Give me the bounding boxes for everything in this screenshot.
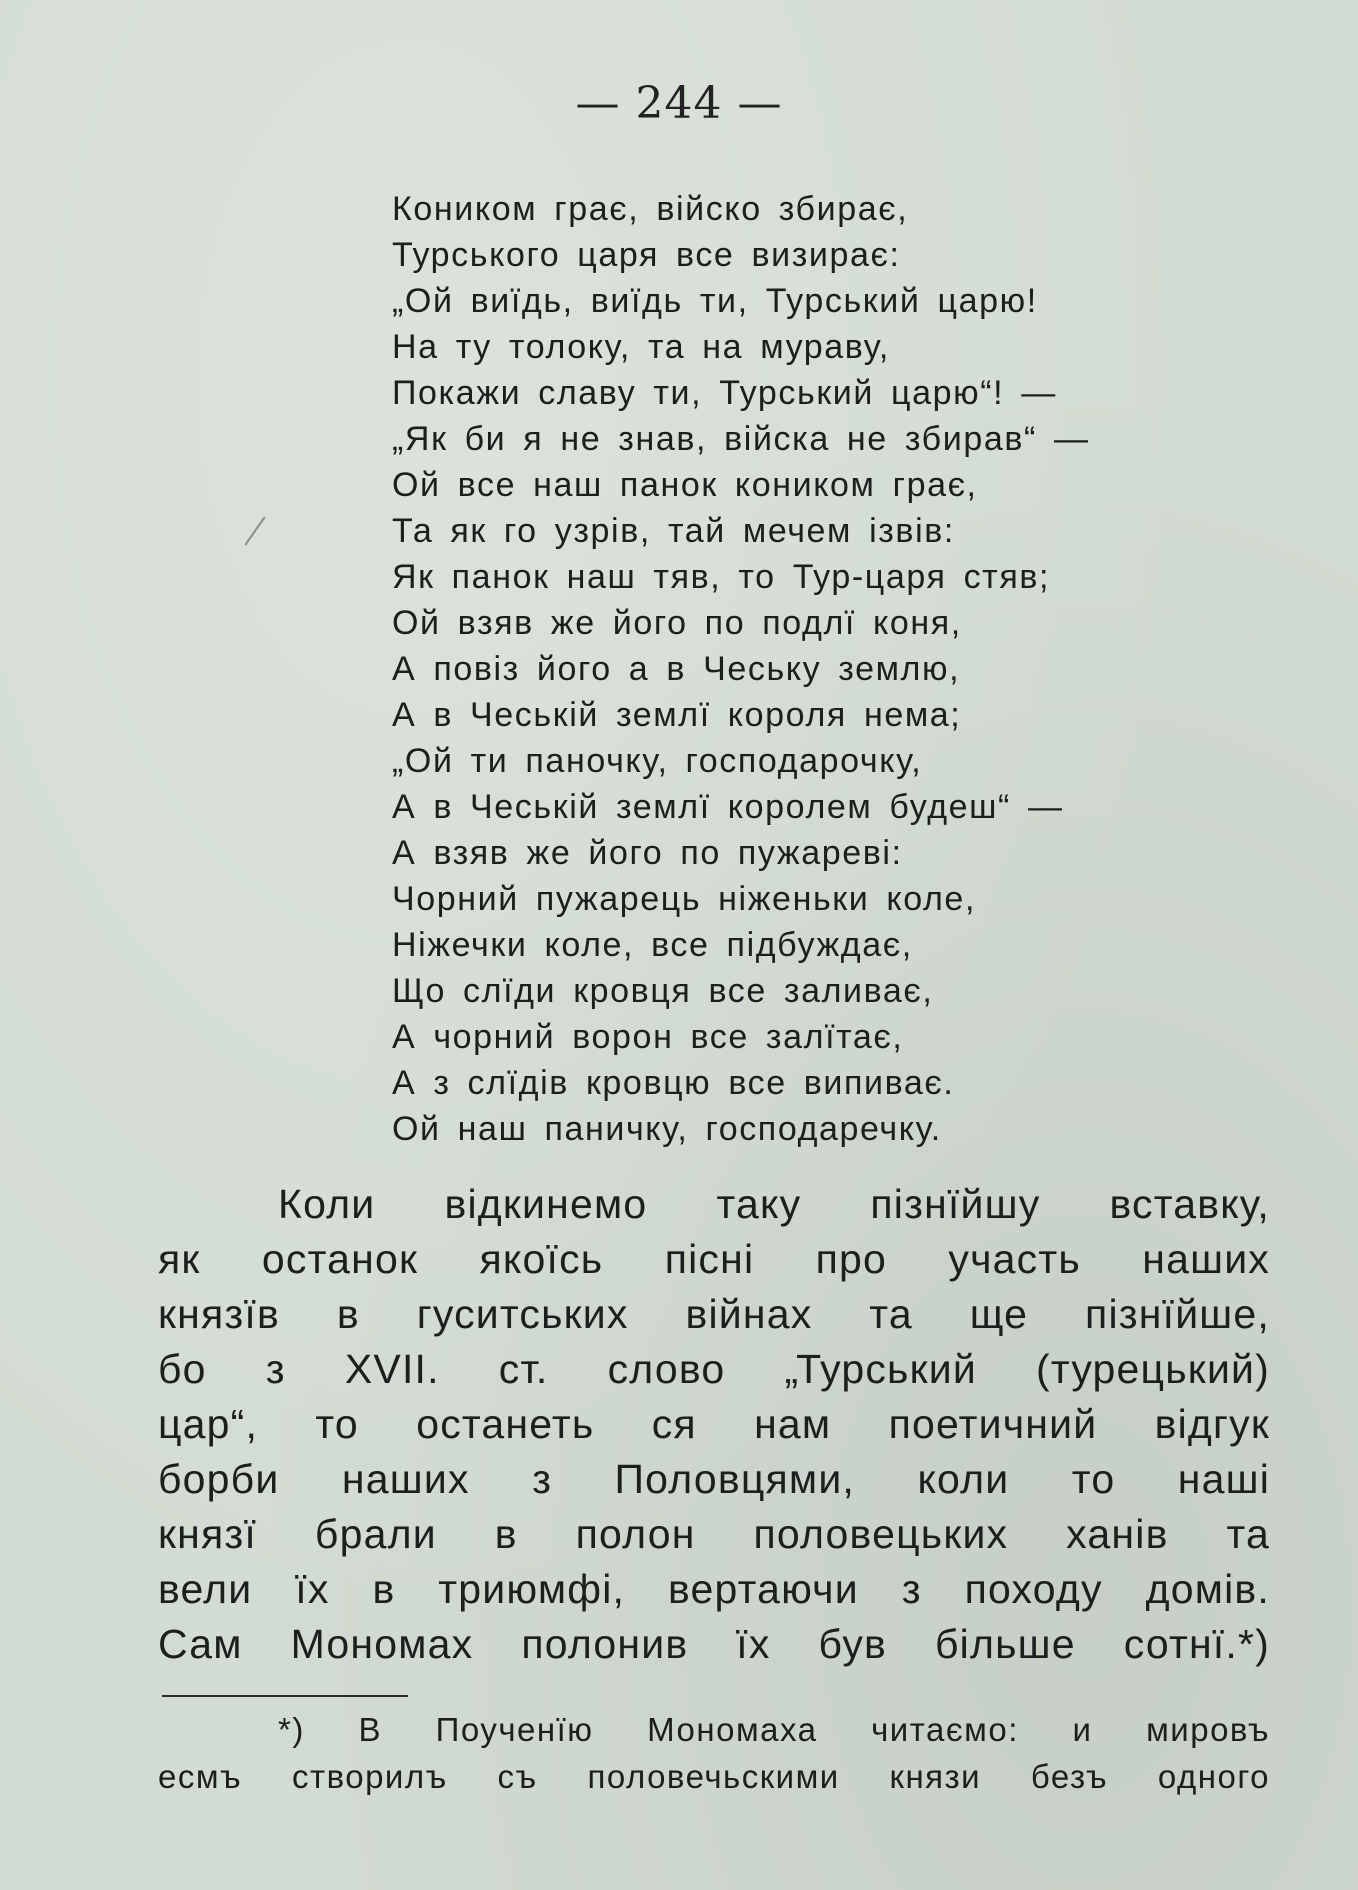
poem-line: А чорний ворон все залїтає, [392, 1018, 904, 1056]
prose-line: князїв в гуситських війнах та ще пізнїйше, [158, 1291, 1270, 1337]
footnote-line: *) В Поученїю Мономаха читаємо: и мировъ [278, 1711, 1270, 1748]
poem-line: „Ой ти паночку, господарочку, [392, 742, 923, 780]
poem-line: Що слїди кровця все заливає, [392, 972, 934, 1010]
poem-line: Коником грає, війско збирає, [392, 190, 909, 228]
prose-line: цар“, то останеть ся нам поетичний відгук [158, 1401, 1270, 1447]
poem-line: „Як би я не знав, війска не збирав“ — [392, 420, 1090, 458]
poem-line: А в Чеській землї короля нема; [392, 696, 962, 734]
prose-line: вели їх в триюмфі, вертаючи з походу домів. [158, 1566, 1270, 1612]
prose-line: як останок якоїсь пісні про участь наших [158, 1236, 1270, 1282]
poem-line: Ніжечки коле, все підбуждає, [392, 926, 913, 964]
poem-line: Ой все наш панок коником грає, [392, 466, 978, 504]
poem-line: Покажи славу ти, Турський царю“! — [392, 374, 1057, 412]
poem-line: А взяв же його по пужареві: [392, 834, 903, 872]
poem-line: А з слїдів кровцю все випиває. [392, 1064, 955, 1102]
poem-line: „Ой виїдь, виїдь ти, Турський царю! [392, 282, 1038, 320]
prose-line: князї брали в полон половецьких ханів та [158, 1511, 1270, 1557]
footnote-divider [162, 1695, 408, 1697]
prose-paragraph [158, 1177, 1270, 1672]
poem-line: Чорний пужарець ніженьки коле, [392, 880, 976, 918]
footnote [158, 1706, 1270, 1800]
poem-line: Турського царя все визирає: [392, 236, 901, 274]
poem-line: Як панок наш тяв, то Тур-царя стяв; [392, 558, 1051, 596]
poem-line: Ой наш паничку, господаречку. [392, 1110, 942, 1148]
footnote-line: есмъ створилъ съ половечьскими князи безъ одного [158, 1758, 1270, 1795]
poem-line: Та як го узрів, тай мечем ізвів: [392, 512, 955, 550]
page-number: — 244 — [575, 78, 783, 129]
poem-line: На ту толоку, та на мураву, [392, 328, 890, 366]
poem-line: А повіз його а в Чеську землю, [392, 650, 961, 688]
prose-line: борби наших з Половцями, коли то наші [158, 1456, 1270, 1502]
prose-line: Сам Мономах полонив їх був більше сотнї.*) [158, 1621, 1270, 1667]
poem-block [392, 186, 1252, 1152]
poem-line: Ой взяв же його по подлї коня, [392, 604, 962, 642]
poem-line: А в Чеській землї королем будеш“ — [392, 788, 1064, 826]
prose-line: Коли відкинемо таку пізнїйшу вставку, [278, 1181, 1270, 1227]
prose-line: бо з XVII. ст. слово „Турський (турецький) [158, 1346, 1270, 1392]
paper-mark [244, 517, 265, 546]
